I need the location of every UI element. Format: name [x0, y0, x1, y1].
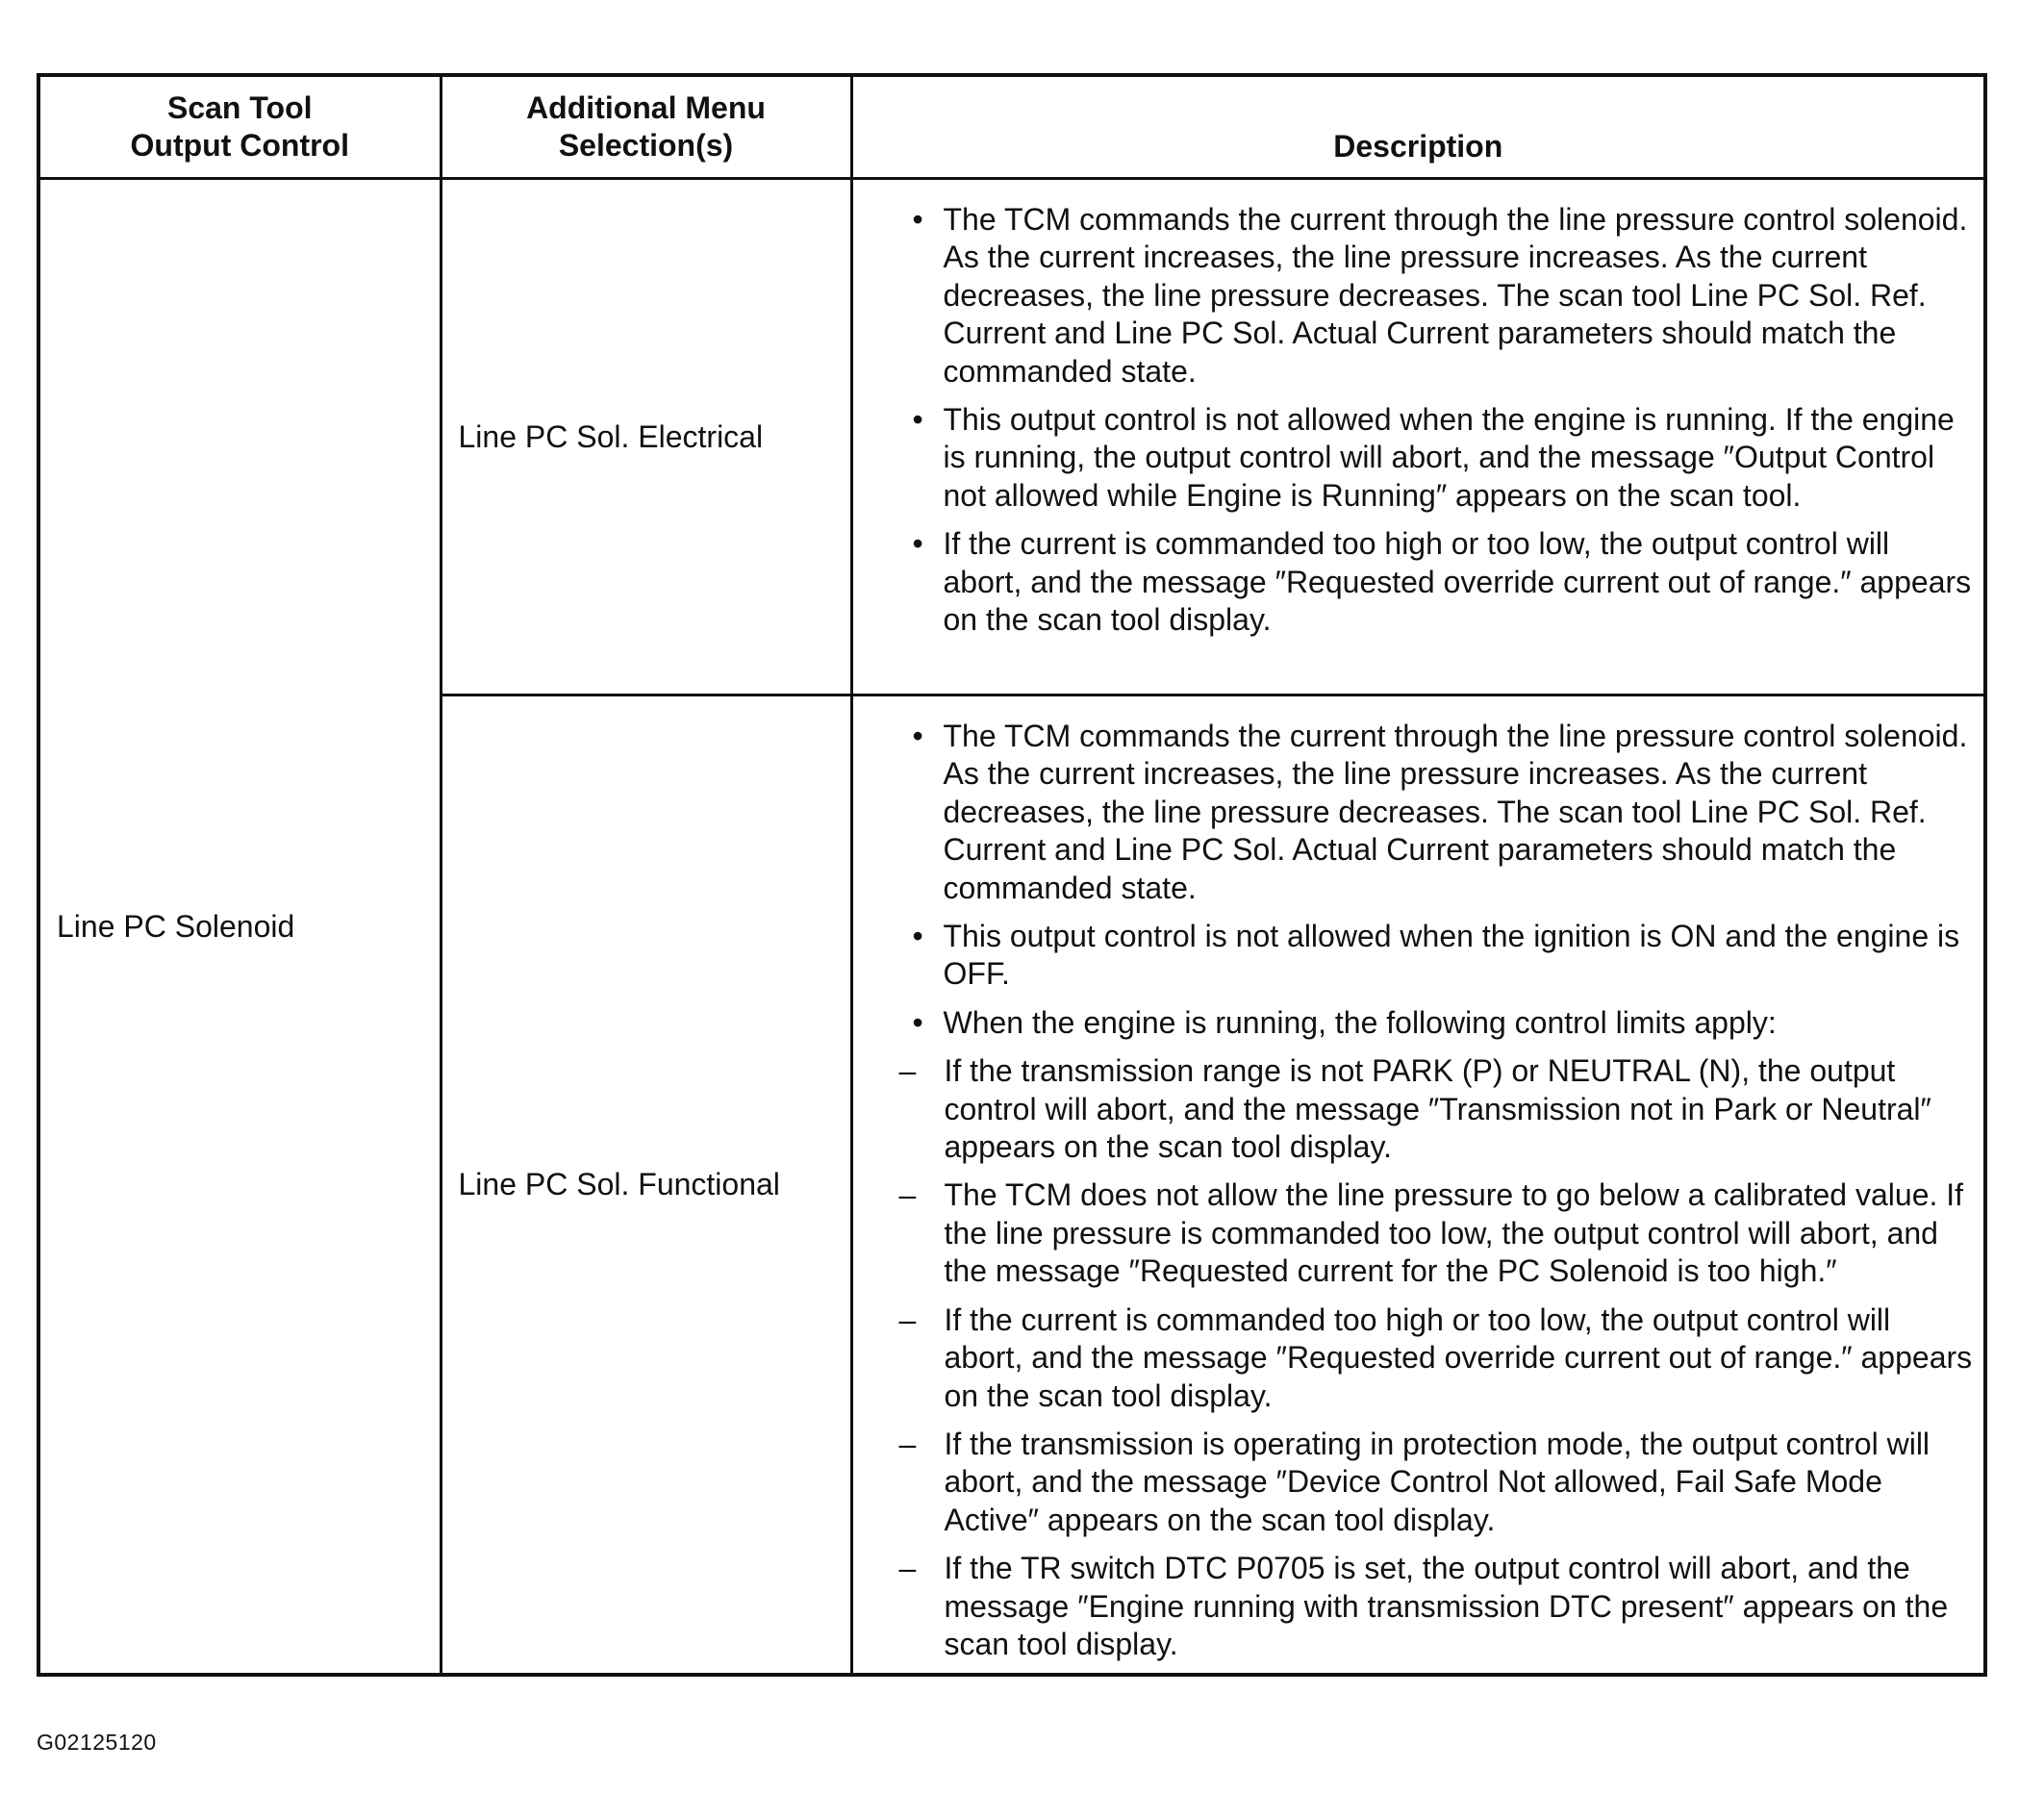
header-line: Selection(s) [558, 128, 734, 163]
sub-item [899, 1302, 1975, 1415]
bullet-text: The TCM commands the current through the line pressure control solenoid. As the current increases, the line pressure increases. As the current decreases, the line pressure decreases. The scan tool Line PC Sol. Ref. Current and Line PC Sol. Actual Current parameters should match the commanded state. [943, 719, 1968, 905]
table-header-row [38, 75, 1985, 179]
bullet-list [853, 718, 1975, 1663]
sub-item [899, 1426, 1975, 1539]
header-description [851, 75, 1985, 179]
dash-icon: – [898, 1177, 917, 1213]
sub-item [899, 1052, 1975, 1166]
bullet-item [853, 401, 1975, 515]
description-cell [851, 695, 1985, 1676]
bullet-dot-icon: • [912, 719, 923, 753]
bullet-dot-icon: • [912, 526, 923, 562]
menu-selection-cell: Line PC Sol. Electrical [441, 179, 851, 695]
description-cell [851, 179, 1985, 695]
bullet-text: This output control is not allowed when the ignition is ON and the engine is OFF. [943, 919, 1960, 992]
header-line: Additional Menu [526, 90, 766, 125]
bullet-item [853, 201, 1975, 391]
dash-icon: – [898, 1053, 917, 1089]
bullet-dot-icon: • [912, 919, 923, 954]
bullet-text: When the engine is running, the following control limits apply: [943, 1004, 1777, 1040]
bullet-item [853, 525, 1975, 639]
dash-icon: – [898, 1551, 917, 1586]
table-row [38, 179, 1985, 695]
bullet-item [853, 1004, 1975, 1664]
header-line: Description [1333, 129, 1503, 164]
bullet-text: The TCM commands the current through the line pressure control solenoid. As the current increases, the line pressure increases. As the current decreases, the line pressure decreases. The scan tool Line PC Sol. Ref. Current and Line PC Sol. Actual Current parameters should match the commanded state. [943, 202, 1968, 389]
bullet-dot-icon: • [912, 202, 923, 237]
bullet-text: This output control is not allowed when the engine is running. If the engine is running, the output control will abort, and the message ″Output Control not allowed while Engine is Running″ appears on the scan tool. [943, 402, 1955, 513]
header-line: Scan Tool [166, 90, 313, 125]
bullet-dot-icon: • [912, 402, 923, 438]
sub-item-text: If the TR switch DTC P0705 is set, the output control will abort, and the message ″Engine running with transmission DTC present″ appears on the scan tool display. [944, 1551, 1949, 1661]
bullet-list [853, 201, 1975, 639]
output-control-cell: Line PC Solenoid [38, 179, 441, 1676]
sub-item-text: If the current is commanded too high or too low, the output control will abort, and the message ″Requested override current out of range.″ appears on the scan tool display. [944, 1302, 1973, 1413]
sub-item-text: If the transmission is operating in protection mode, the output control will abort, and the message ″Device Control Not allowed, Fail Safe Mode Active″ appears on the scan tool display. [944, 1426, 1931, 1537]
bullet-text: If the current is commanded too high or too low, the output control will abort, and the message ″Requested override current out of range.″ appears on the scan tool display. [943, 526, 1972, 638]
bullet-dot-icon: • [912, 1004, 923, 1040]
menu-selection-cell: Line PC Sol. Functional [441, 695, 851, 1676]
header-scan-tool-output-control [38, 75, 441, 179]
sub-item [899, 1176, 1975, 1290]
sub-item-text: The TCM does not allow the line pressure to go below a calibrated value. If the line pressure is commanded too low, the output control will abort, and the message ″Requested current for the PC Solenoid is too high.″ [944, 1177, 1964, 1289]
sub-item [899, 1550, 1975, 1663]
dash-icon: – [898, 1426, 917, 1461]
header-additional-menu-selections [441, 75, 851, 179]
header-line: Output Control [130, 128, 349, 163]
output-control-table [37, 73, 1987, 1677]
bullet-item [853, 718, 1975, 907]
dash-icon: – [898, 1302, 917, 1337]
sub-item-text: If the transmission range is not PARK (P) or NEUTRAL (N), the output control will abort, and the message ″Transmission not in Park or Neutral″ appears on the scan tool display. [944, 1053, 1931, 1165]
bullet-item [853, 918, 1975, 994]
figure-id: G02125120 [37, 1730, 157, 1755]
sub-list [898, 1052, 1975, 1663]
